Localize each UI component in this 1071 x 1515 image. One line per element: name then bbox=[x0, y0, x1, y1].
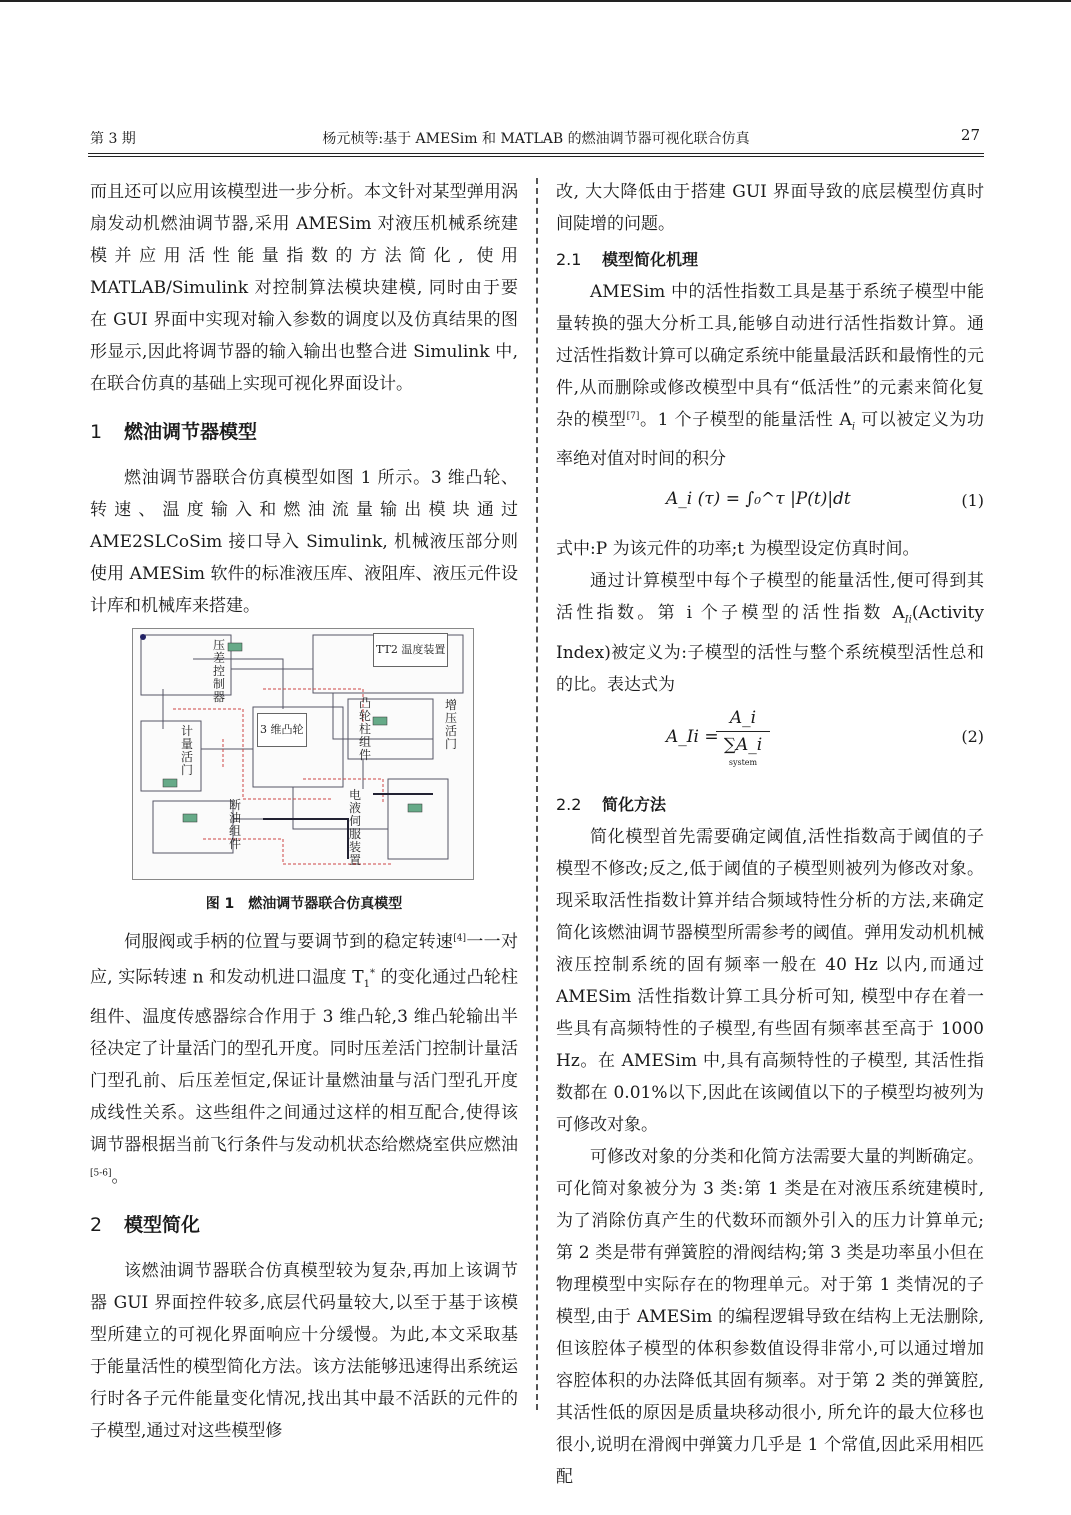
label-tt2: TT2 温度装置 bbox=[373, 633, 448, 667]
running-header bbox=[90, 126, 982, 150]
right-column bbox=[556, 176, 984, 1493]
text-run: 。1 个子模型的能量活性 A bbox=[639, 410, 852, 430]
issue-label: 第 3 期 bbox=[90, 131, 136, 147]
denominator: ∑A_i bbox=[723, 734, 763, 755]
column-divider bbox=[536, 178, 538, 1410]
header-rule-double bbox=[88, 156, 984, 157]
subscript: i bbox=[851, 421, 856, 433]
paragraph: 燃油调节器联合仿真模型如图 1 所示。3 维凸轮、转速、温度输入和燃油流量输出模块通过 AME2SLCoSim 接口导入 Simulink, 机械液压部分则使用 AMESim 软件的标准液压库、液阻库、液压元件设计库和机械库来搭建。 bbox=[90, 468, 518, 616]
text-run: 伺服阀或手柄的位置与要调节到的稳定转速 bbox=[124, 932, 454, 952]
equation-lhs: A_Ii = bbox=[666, 726, 719, 747]
equation-body: A_i (τ) = ∫₀^τ |P(t)|dt bbox=[666, 489, 851, 510]
text-run: 一一对应, 实际转速 n 和发动机进口温度 T bbox=[90, 932, 519, 988]
figure-1 bbox=[90, 626, 518, 926]
label-cutoff: 断油组件 bbox=[229, 798, 242, 851]
text-run: AMESim 中的活性指数工具是基于系统子模型中能量转换的强大分析工具,能够自动进行活性指数计算。通过活性指数计算可以确定系统中能量最活跃和最惰性的元件,从而删除或修改模型中具有“低活性”的元素来简化复杂的模型 bbox=[556, 282, 984, 430]
text-run: 可以被定义为功率绝对值对时间的积分 bbox=[556, 410, 985, 470]
page-number: 27 bbox=[960, 126, 980, 144]
subsection-title: 简化方法 bbox=[602, 794, 667, 814]
paragraph bbox=[556, 565, 984, 700]
equation-1 bbox=[556, 475, 984, 533]
paragraph: 而且还可以应用该模型进一步分析。本文针对某型弹用涡扇发动机燃油调节器,采用 AMESim 对液压机械系统建模并应用活性能量指数的方法简化, 使用 MATLAB/Simulink 对控制算法模块建模, 同时由于要在 GUI 界面中实现对输入参数的调度以及仿真结果的图形显示,因此将调节器的输入输出也整合进 Simulink 中, 在联合仿真的基础上实现可视化界面设计。 bbox=[90, 182, 518, 394]
section-number: 1 bbox=[90, 421, 103, 443]
citation: [5-6] bbox=[90, 1168, 112, 1179]
section-title: 模型简化 bbox=[124, 1214, 201, 1237]
label-pressure-valve: 压差控制器 bbox=[213, 638, 226, 704]
paragraph: 改, 大大降低由于搭建 GUI 界面导致的底层模型仿真时间陡增的问题。 bbox=[556, 182, 984, 234]
paragraph: 该燃油调节器联合仿真模型较为复杂,再加上该调节器 GUI 界面控件较多,底层代码量较大,以至于基于该模型所建立的可视化界面响应十分缓慢。为此,本文采取基于能量活性的模型简化方法。该方法能够迅速得出系统运行时各子元件能量变化情况,找出其中最不活跃的元件的子模型,通过对这些模型修 bbox=[90, 1261, 518, 1442]
subsection-heading-2-2 bbox=[556, 789, 984, 821]
equation-fraction bbox=[716, 705, 770, 768]
subsection-title: 模型简化机理 bbox=[602, 250, 699, 269]
label-cam-column: 凸轮柱组件 bbox=[359, 696, 372, 762]
header-rule bbox=[88, 153, 984, 154]
section-number: 2 bbox=[90, 1214, 103, 1237]
paragraph: 式中:P 为该元件的功率;t 为模型设定仿真时间。 bbox=[556, 539, 920, 560]
figure-caption: 图 1 燃油调节器联合仿真模型 bbox=[205, 896, 403, 912]
simulation-model-diagram bbox=[132, 628, 474, 880]
top-border bbox=[0, 0, 1071, 2]
equation-number: (1) bbox=[961, 491, 984, 511]
section-title: 燃油调节器模型 bbox=[124, 421, 258, 443]
subscript: Ii bbox=[904, 614, 912, 626]
section-heading-2 bbox=[90, 1209, 518, 1241]
citation: [4] bbox=[453, 933, 467, 944]
label-metering: 计量活门 bbox=[181, 724, 194, 777]
paragraph bbox=[556, 276, 984, 475]
subscript: 1 bbox=[363, 979, 371, 991]
superscript: * bbox=[370, 968, 376, 979]
subsection-number: 2.2 bbox=[556, 794, 582, 814]
label-pressurize: 增压活门 bbox=[445, 698, 458, 751]
subsection-heading-2-1 bbox=[556, 244, 984, 276]
equation-2 bbox=[556, 701, 984, 785]
numerator: A_i bbox=[716, 705, 770, 732]
running-title: 杨元桢等:基于 AMESim 和 MATLAB 的燃油调节器可视化联合仿真 bbox=[322, 131, 750, 147]
text-run: 通过计算模型中每个子模型的能量活性,便可得到其活性指数。第 i 个子模型的活性指数 A bbox=[556, 571, 984, 624]
text-run: 的变化通过凸轮柱组件、温度传感器综合作用于 3 维凸轮,3 维凸轮输出半径决定了计量活门的型孔开度。同时压差活门控制计量活门型孔前、后压差恒定,保证计量燃油量与活门型孔开度成线性关系。这些组件之间通过这样的相互配合,使得该调节器根据当前飞行条件与发动机状态给燃烧室供应燃油 bbox=[90, 967, 519, 1156]
citation: [7] bbox=[626, 411, 640, 422]
left-column bbox=[90, 176, 518, 1447]
text-run: (Activity Index)被定义为:子模型的活性与整个系统模型活性总和的比。表达式为 bbox=[556, 603, 984, 695]
paragraph: 可修改对象的分类和化简方法需要大量的判断确定。可化简对象被分为 3 类:第 1 类是在对液压系统建模时,为了消除仿真产生的代数环而额外引入的压力计算单元; 第 2 类是带有弹簧腔的滑阀结构;第 3 类是功率虽小但在物理模型中实际存在的物理单元。对于第 1 类情况的子模型,由于 AMESim 的编程逻辑导致在结构上无法删除,但该腔体子模型的体积参数值设得非常小,可以通过增加容腔体积的办法降低其固有频率。对于第 2 类的弹簧腔,其活性低的原因是质量块移动很小, 所允许的最大位移也很小,说明在滑阀中弹簧力几乎是 1 个常值,因此采用相匹配 bbox=[556, 1146, 984, 1487]
text-run: 。 bbox=[111, 1167, 129, 1188]
paragraph: 简化模型首先需要确定阈值,活性指数高于阈值的子模型不修改;反之,低于阈值的子模型则被列为修改对象。现采取活性指数计算并结合频域特性分析的方法,来确定简化该燃油调节器模型所需参考的阈值。弹用发动机机械液压控制系统的固有频率一般在 40 Hz 以内,而通过 AMESim 活性指数计算工具分析可知, 模型中存在着一些具有高频特性的子模型,有些固有频率甚至高于 1000 Hz。在 AMESim 中,具有高频特性的子模型, 其活性指数都在 0.01%以下,因此在该阈值以下的子模型均被列为可修改对象。 bbox=[556, 826, 984, 1135]
label-servo: 电液伺服装置 bbox=[349, 788, 362, 867]
label-cam3d: 3 维凸轮 bbox=[257, 713, 307, 747]
paragraph bbox=[90, 926, 518, 1193]
subsection-number: 2.1 bbox=[556, 250, 582, 269]
sum-subscript: system bbox=[728, 757, 758, 767]
section-heading-1 bbox=[90, 416, 518, 448]
equation-number: (2) bbox=[961, 726, 984, 746]
